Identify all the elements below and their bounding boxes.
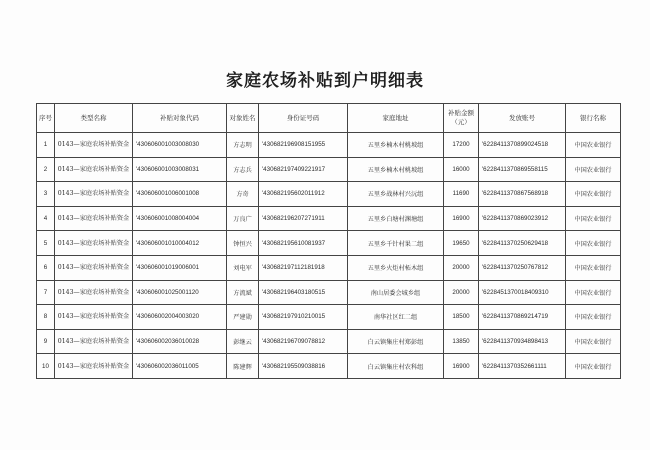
- cell-bank: 中国农业银行: [566, 354, 621, 379]
- header-address: 家庭地址: [348, 104, 444, 133]
- cell-name: 万良广: [227, 206, 259, 231]
- cell-code: '430606001010004012: [133, 231, 227, 256]
- cell-bank: 中国农业银行: [566, 329, 621, 354]
- cell-amount: 18500: [444, 305, 479, 330]
- cell-code: '430606002036011005: [133, 354, 227, 379]
- cell-amount: 16000: [444, 157, 479, 182]
- cell-name: 彭继云: [227, 329, 259, 354]
- cell-account: '6228411370352661111: [479, 354, 566, 379]
- table-row: [37, 182, 621, 207]
- cell-name: 钟恒兴: [227, 231, 259, 256]
- table-row: [37, 305, 621, 330]
- cell-code: '430606001003008030: [133, 133, 227, 158]
- header-bank: 银行名称: [566, 104, 621, 133]
- table-row: [37, 206, 621, 231]
- header-id-number: 身份证号码: [259, 104, 348, 133]
- cell-id-number: '430682197910210015: [259, 305, 348, 330]
- cell-amount: 20000: [444, 280, 479, 305]
- cell-account: '6228411370250767812: [479, 255, 566, 280]
- cell-amount: 16900: [444, 354, 479, 379]
- cell-address: 白云镇集庄村农科组: [348, 354, 444, 379]
- table-row: [37, 255, 621, 280]
- cell-id-number: '430682195610081937: [259, 231, 348, 256]
- cell-seq: 1: [37, 133, 55, 158]
- cell-address: 五里乡楠木村桃坡组: [348, 157, 444, 182]
- cell-account: '6228411370867568918: [479, 182, 566, 207]
- cell-address: 南华社区红二组: [348, 305, 444, 330]
- cell-bank: 中国农业银行: [566, 255, 621, 280]
- header-name: 对象姓名: [227, 104, 259, 133]
- cell-type: 0143—家庭农场补贴资金: [55, 305, 133, 330]
- cell-address: 五里乡火炬村柘木组: [348, 255, 444, 280]
- cell-code: '430606001006001008: [133, 182, 227, 207]
- cell-code: '430606001025001120: [133, 280, 227, 305]
- cell-bank: 中国农业银行: [566, 133, 621, 158]
- table-body: [37, 133, 621, 379]
- cell-amount: 16900: [444, 206, 479, 231]
- cell-code: '430606002036010028: [133, 329, 227, 354]
- cell-name: 方志明: [227, 133, 259, 158]
- cell-bank: 中国农业银行: [566, 305, 621, 330]
- subsidy-table: [36, 103, 621, 379]
- cell-bank: 中国农业银行: [566, 157, 621, 182]
- cell-seq: 3: [37, 182, 55, 207]
- cell-address: 白云镇集庄村郑彭组: [348, 329, 444, 354]
- cell-seq: 8: [37, 305, 55, 330]
- cell-type: 0143—家庭农场补贴资金: [55, 182, 133, 207]
- cell-seq: 6: [37, 255, 55, 280]
- cell-seq: 10: [37, 354, 55, 379]
- cell-type: 0143—家庭农场补贴资金: [55, 280, 133, 305]
- cell-amount: 17200: [444, 133, 479, 158]
- cell-amount: 11690: [444, 182, 479, 207]
- cell-name: 方志兵: [227, 157, 259, 182]
- header-row: [37, 104, 621, 133]
- cell-type: 0143—家庭农场补贴资金: [55, 255, 133, 280]
- cell-seq: 5: [37, 231, 55, 256]
- cell-type: 0143—家庭农场补贴资金: [55, 157, 133, 182]
- cell-account: '6228411370869214719: [479, 305, 566, 330]
- cell-code: '430606001008004004: [133, 206, 227, 231]
- cell-account: '6228411370899024518: [479, 133, 566, 158]
- cell-address: 南山居委会城乡组: [348, 280, 444, 305]
- header-account: 发放账号: [479, 104, 566, 133]
- header-type: 类型名称: [55, 104, 133, 133]
- cell-id-number: '430682195509038816: [259, 354, 348, 379]
- cell-account: '6228411370869558115: [479, 157, 566, 182]
- cell-seq: 4: [37, 206, 55, 231]
- cell-type: 0143—家庭农场补贴资金: [55, 206, 133, 231]
- table-row: [37, 280, 621, 305]
- cell-id-number: '430682197112181918: [259, 255, 348, 280]
- cell-code: '430606002004003020: [133, 305, 227, 330]
- cell-bank: 中国农业银行: [566, 206, 621, 231]
- cell-seq: 2: [37, 157, 55, 182]
- cell-seq: 9: [37, 329, 55, 354]
- cell-account: '6228411370869023912: [479, 206, 566, 231]
- cell-address: 五里乡战林村兴沅组: [348, 182, 444, 207]
- cell-type: 0143—家庭农场补贴资金: [55, 329, 133, 354]
- cell-code: '430606001019006001: [133, 255, 227, 280]
- cell-id-number: '430682197409221917: [259, 157, 348, 182]
- cell-amount: 19650: [444, 231, 479, 256]
- cell-address: 五里乡楠木村桃坡组: [348, 133, 444, 158]
- cell-id-number: '430682196908151955: [259, 133, 348, 158]
- header-seq: 序号: [37, 104, 55, 133]
- cell-id-number: '430682196709078812: [259, 329, 348, 354]
- cell-code: '430606001003008031: [133, 157, 227, 182]
- cell-address: 五里乡白塘村渊塘组: [348, 206, 444, 231]
- cell-amount: 20000: [444, 255, 479, 280]
- cell-bank: 中国农业银行: [566, 182, 621, 207]
- cell-id-number: '430682196207271911: [259, 206, 348, 231]
- cell-name: 方流斌: [227, 280, 259, 305]
- cell-bank: 中国农业银行: [566, 280, 621, 305]
- cell-name: 严建勋: [227, 305, 259, 330]
- cell-name: 方奇: [227, 182, 259, 207]
- table-row: [37, 133, 621, 158]
- table-row: [37, 157, 621, 182]
- table-row: [37, 329, 621, 354]
- cell-id-number: '430682196403180515: [259, 280, 348, 305]
- cell-account: '6228451370018409310: [479, 280, 566, 305]
- cell-type: 0143—家庭农场补贴资金: [55, 354, 133, 379]
- cell-seq: 7: [37, 280, 55, 305]
- document-title: 家庭农场补贴到户明细表: [226, 71, 424, 91]
- cell-account: '6228411370250629418: [479, 231, 566, 256]
- cell-amount: 13850: [444, 329, 479, 354]
- cell-id-number: '430682195602011912: [259, 182, 348, 207]
- cell-address: 五里乡千针村果二组: [348, 231, 444, 256]
- cell-name: 刘电军: [227, 255, 259, 280]
- cell-type: 0143—家庭农场补贴资金: [55, 133, 133, 158]
- table-row: [37, 231, 621, 256]
- cell-type: 0143—家庭农场补贴资金: [55, 231, 133, 256]
- cell-account: '6228411370934898413: [479, 329, 566, 354]
- header-amount: 补贴金额（元）: [444, 104, 479, 133]
- cell-name: 陈建辉: [227, 354, 259, 379]
- cell-bank: 中国农业银行: [566, 231, 621, 256]
- header-code: 补贴对象代码: [133, 104, 227, 133]
- table-row: [37, 354, 621, 379]
